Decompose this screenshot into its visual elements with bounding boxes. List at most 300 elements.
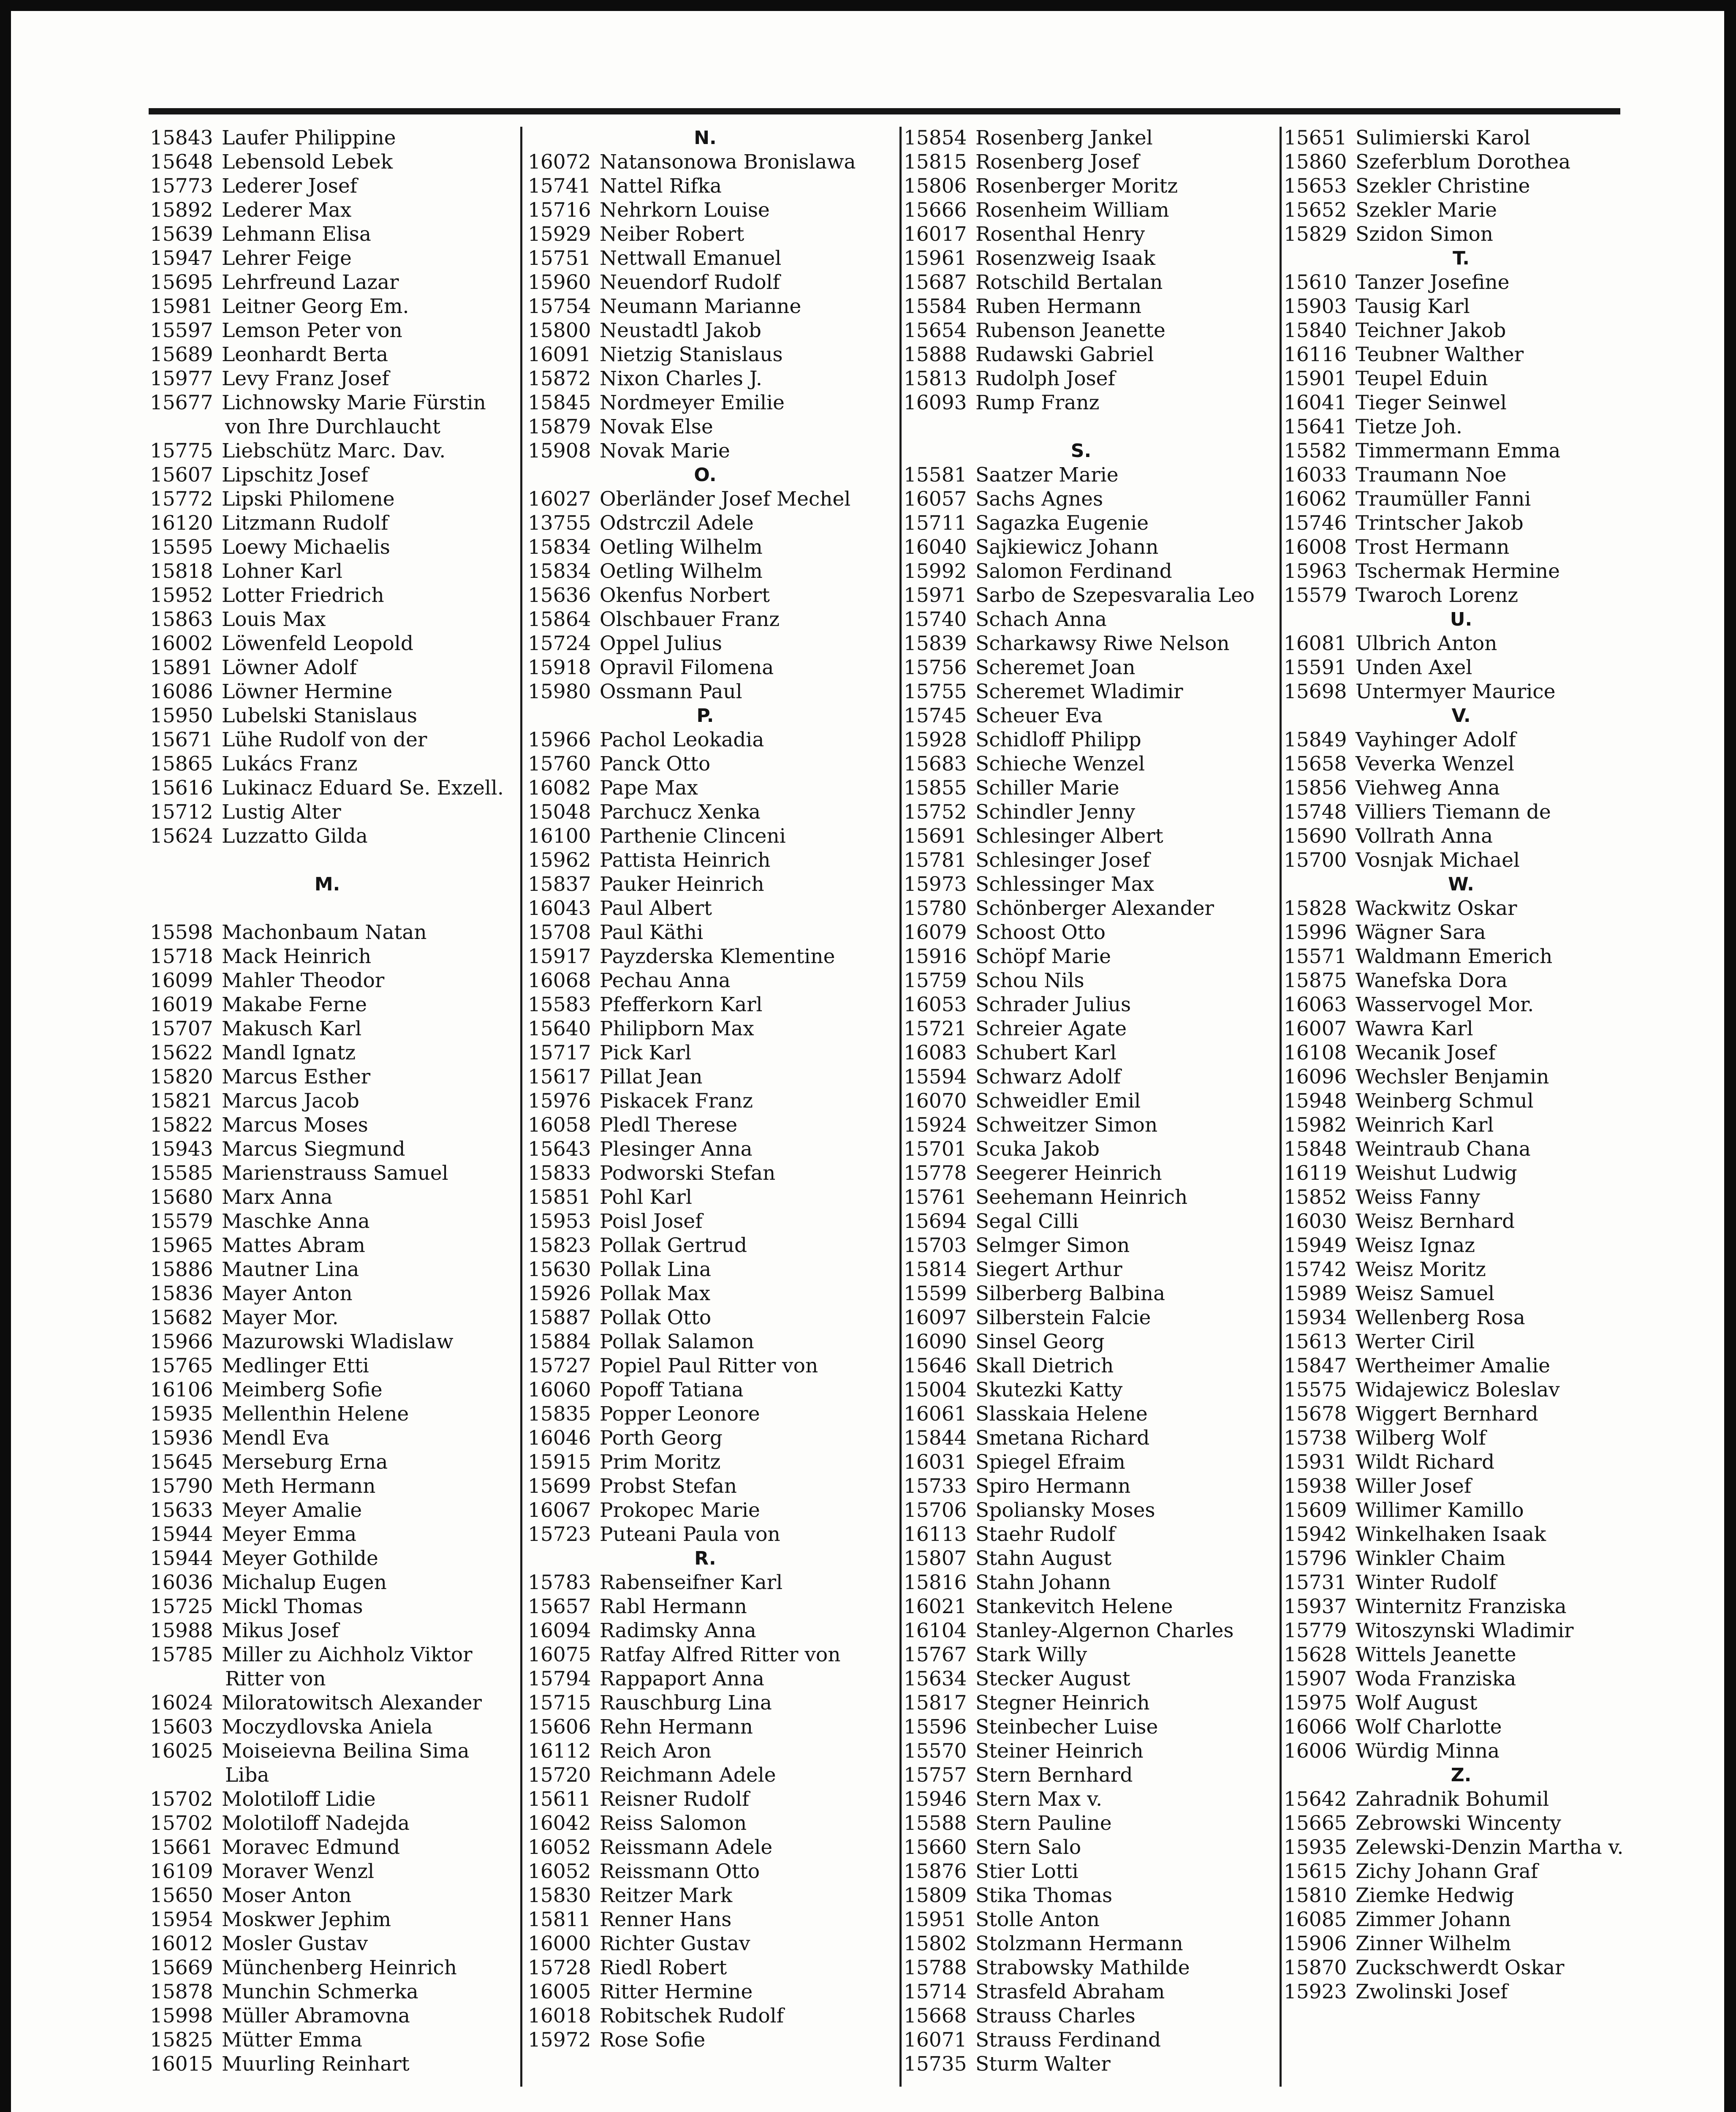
entry-name: Leonhardt Berta	[222, 343, 388, 366]
entry-name: Timmermann Emma	[1356, 439, 1561, 463]
entry-name: Robitschek Rudolf	[600, 2004, 784, 2028]
entry-number: 15878	[150, 1980, 213, 2003]
list-item	[528, 1739, 712, 1763]
entry-number: 15802	[904, 1932, 967, 1955]
entry-name: Nattel Rifka	[600, 174, 722, 198]
list-item	[1284, 800, 1551, 824]
entry-number: 15773	[150, 174, 213, 198]
list-item	[528, 1306, 711, 1330]
entry-name: Winter Rudolf	[1356, 1571, 1497, 1594]
entry-name: Teubner Walther	[1356, 343, 1524, 366]
entry-number: 15711	[904, 512, 967, 535]
entry-name: Vayhinger Adolf	[1356, 728, 1516, 751]
list-item	[904, 487, 1103, 511]
list-item	[150, 270, 399, 294]
list-item	[528, 752, 710, 776]
entry-number: 15829	[1284, 223, 1347, 246]
entry-name: Pollak Max	[600, 1282, 711, 1305]
entry-number: 15617	[528, 1065, 591, 1089]
list-item	[528, 1185, 692, 1209]
entry-number: 15952	[150, 584, 213, 607]
entry-name: Muurling Reinhart	[222, 2052, 410, 2076]
entry-number: 16007	[1284, 1017, 1347, 1040]
entry-name: Lühe Rudolf von der	[222, 728, 427, 751]
entry-name: Stark Willy	[975, 1643, 1087, 1666]
entry-name: Zahradnik Bohumil	[1356, 1788, 1549, 1811]
list-item	[150, 1956, 457, 1980]
entry-number: 15640	[528, 1017, 591, 1040]
scan-border-top	[0, 0, 1736, 11]
list-item	[150, 1546, 378, 1570]
list-item	[528, 2028, 705, 2052]
list-item	[1284, 1643, 1516, 1667]
entry-name: Wolf Charlotte	[1356, 1715, 1502, 1739]
entry-name: Schlessinger Max	[975, 873, 1155, 896]
entry-number: 16096	[1284, 1065, 1347, 1089]
list-item	[150, 343, 388, 367]
entry-name: Skutezki Katty	[975, 1378, 1123, 1402]
list-item	[150, 535, 390, 559]
entry-name: Pachol Leokadia	[600, 728, 764, 751]
entry-number: 15998	[150, 2004, 213, 2028]
entry-number: 16106	[150, 1378, 213, 1402]
entry-number: 15840	[1284, 319, 1347, 342]
entry-number: 15814	[904, 1258, 967, 1281]
entry-number: 16099	[150, 969, 213, 992]
entry-number: 15721	[904, 1017, 967, 1040]
entry-name: Pillat Jean	[600, 1065, 703, 1089]
list-item	[904, 1257, 1122, 1282]
entry-name: Maschke Anna	[222, 1210, 370, 1233]
entry-number: 15903	[1284, 295, 1347, 318]
entry-number: 15759	[904, 969, 967, 992]
list-item	[1284, 1932, 1511, 1956]
entry-name: Rehn Hermann	[600, 1715, 753, 1739]
entry-number: 15972	[528, 2028, 591, 2052]
entry-number: 15751	[528, 247, 591, 270]
list-item	[904, 2028, 1161, 2052]
entry-name: Rosenberger Moritz	[975, 174, 1178, 198]
list-item	[150, 246, 352, 270]
entry-name: Sinsel Georg	[975, 1330, 1105, 1353]
entry-name: Wittels Jeanette	[1356, 1643, 1516, 1666]
entry-number: 15908	[528, 439, 591, 463]
entry-number: 15948	[1284, 1089, 1347, 1113]
entry-name: Werter Ciril	[1356, 1330, 1475, 1353]
entry-name: Mandl Ignatz	[222, 1041, 356, 1064]
entry-number: 15976	[528, 1089, 591, 1113]
list-item	[1284, 1065, 1549, 1089]
entry-name: Lubelski Stanislaus	[222, 704, 417, 727]
section-letter-heading: N.	[694, 127, 717, 149]
section-letter-heading: T.	[1452, 248, 1470, 269]
entry-name: Pollak Lina	[600, 1258, 712, 1281]
list-item	[150, 1330, 454, 1354]
entry-name: Stern Max v.	[975, 1788, 1103, 1811]
entry-name: Stier Lotti	[975, 1860, 1079, 1883]
entry-number: 15606	[528, 1715, 591, 1739]
list-item	[528, 1474, 737, 1498]
list-item	[904, 1932, 1183, 1956]
entry-name: Popper Leonore	[600, 1402, 760, 1426]
entry-name: Sachs Agnes	[975, 487, 1103, 511]
column-divider	[899, 127, 902, 2087]
list-item	[528, 150, 856, 174]
list-item	[904, 1859, 1079, 1883]
entry-number: 15988	[150, 1619, 213, 1642]
list-item	[150, 1450, 388, 1474]
list-item	[150, 1137, 405, 1161]
entry-name: Rosenheim William	[975, 199, 1169, 222]
entry-name: Merseburg Erna	[222, 1451, 388, 1474]
entry-name: Mosler Gustav	[222, 1932, 368, 1955]
entry-number: 15658	[1284, 752, 1347, 776]
entry-number: 15718	[150, 945, 213, 968]
entry-number: 15004	[904, 1378, 967, 1402]
list-item	[528, 1257, 711, 1282]
entry-number: 15570	[904, 1739, 967, 1763]
list-item	[150, 1691, 482, 1715]
list-item	[150, 2052, 410, 2076]
list-item	[1284, 1402, 1538, 1426]
section-letter-heading: Z.	[1451, 1764, 1472, 1786]
entry-name: Michalup Eugen	[222, 1571, 387, 1594]
entry-number: 15760	[528, 752, 591, 776]
list-item	[1284, 511, 1524, 535]
entry-number: 15828	[1284, 897, 1347, 920]
entry-number: 16052	[528, 1860, 591, 1883]
list-item	[528, 872, 764, 896]
entry-number: 15796	[1284, 1547, 1347, 1570]
entry-name: Plesinger Anna	[600, 1138, 753, 1161]
list-item	[904, 126, 1153, 150]
entry-name: Widajewicz Boleslav	[1356, 1378, 1560, 1402]
list-item	[528, 1643, 841, 1667]
list-item	[904, 1233, 1130, 1257]
list-item	[528, 896, 712, 920]
entry-number: 15975	[1284, 1691, 1347, 1715]
entry-number: 15728	[528, 1956, 591, 1979]
entry-name: Scheremet Wladimir	[975, 680, 1183, 703]
entry-name: Probst Stefan	[600, 1475, 737, 1498]
entry-number: 16082	[528, 776, 591, 800]
entry-number: 15695	[150, 271, 213, 294]
entry-name: Rabl Hermann	[600, 1595, 747, 1618]
entry-number: 16060	[528, 1378, 591, 1402]
entry-name: Pollak Gertrud	[600, 1234, 747, 1257]
entry-number: 16085	[1284, 1908, 1347, 1931]
list-item	[150, 944, 371, 969]
list-item	[150, 680, 392, 704]
list-item	[904, 1161, 1162, 1185]
entry-name: Silberstein Falcie	[975, 1306, 1151, 1329]
entry-number: 15725	[150, 1595, 213, 1618]
list-item	[1284, 1161, 1517, 1185]
list-item	[904, 776, 1119, 800]
entry-name: Porth Georg	[600, 1426, 723, 1450]
entry-number: 15698	[1284, 680, 1347, 703]
entry-number: 15633	[150, 1499, 213, 1522]
list-item	[904, 1450, 1125, 1474]
list-item	[904, 1739, 1144, 1763]
list-item	[528, 2004, 784, 2028]
entry-name: Schoost Otto	[975, 921, 1106, 944]
entry-name: Pick Karl	[600, 1041, 692, 1064]
list-item	[528, 1570, 782, 1595]
list-item	[150, 1883, 351, 1908]
list-item	[1284, 535, 1509, 559]
entry-name: Zebrowski Wincenty	[1356, 1812, 1561, 1835]
entry-name: Stahn Johann	[975, 1571, 1111, 1594]
entry-number: 15923	[1284, 1980, 1347, 2003]
name-list-column-1	[150, 126, 522, 2094]
entry-name: Müller Abramovna	[222, 2004, 410, 2028]
entry-name: Meyer Gothilde	[222, 1547, 378, 1570]
list-item	[150, 1113, 368, 1137]
entry-name: Tieger Seinwel	[1356, 391, 1507, 414]
entry-number: 15661	[150, 1836, 213, 1859]
list-item	[904, 944, 1111, 969]
entry-name: Lohner Karl	[222, 560, 342, 583]
entry-number: 15702	[150, 1812, 213, 1835]
list-item	[528, 1835, 772, 1859]
entry-name: Strauss Charles	[975, 2004, 1136, 2028]
entry-name: Stankevitch Helene	[975, 1595, 1173, 1618]
entry-continuation: Liba	[225, 1764, 269, 1787]
entry-number: 15971	[904, 584, 967, 607]
entry-name: Strauss Ferdinand	[975, 2028, 1161, 2052]
entry-name: Nehrkorn Louise	[600, 199, 770, 222]
list-item	[150, 1065, 370, 1089]
entry-number: 15833	[528, 1162, 591, 1185]
entry-name: Schreier Agate	[975, 1017, 1127, 1040]
entry-number: 15953	[528, 1210, 591, 1233]
entry-name: Pape Max	[600, 776, 698, 800]
entry-number: 15788	[904, 1956, 967, 1979]
entry-name: Siegert Arthur	[975, 1258, 1122, 1281]
entry-name: Weinrich Karl	[1356, 1113, 1494, 1137]
entry-number: 15876	[904, 1860, 967, 1883]
entry-number: 16120	[150, 512, 213, 535]
entry-name: Paul Käthi	[600, 921, 704, 944]
list-item	[1284, 1233, 1475, 1257]
entry-number: 15598	[150, 921, 213, 944]
entry-number: 16057	[904, 487, 967, 511]
entry-number: 15817	[904, 1691, 967, 1715]
entry-number: 16066	[1284, 1715, 1347, 1739]
list-item	[904, 535, 1158, 559]
list-item	[904, 680, 1183, 704]
entry-number: 15961	[904, 247, 967, 270]
entry-number: 15965	[150, 1234, 213, 1257]
entry-name: Zelewski-Denzin Martha v.	[1356, 1836, 1624, 1859]
list-item	[528, 1402, 760, 1426]
list-item	[904, 1667, 1130, 1691]
list-item	[1284, 1450, 1494, 1474]
list-item	[150, 198, 351, 222]
list-item	[904, 1715, 1158, 1739]
entry-name: Trintscher Jakob	[1356, 512, 1524, 535]
list-item	[528, 1354, 818, 1378]
entry-number: 15834	[528, 536, 591, 559]
entry-number: 15701	[904, 1138, 967, 1161]
list-item	[528, 1161, 775, 1185]
entry-name: Twaroch Lorenz	[1356, 584, 1519, 607]
entry-number: 15935	[150, 1402, 213, 1426]
list-item	[150, 1619, 339, 1643]
list-item	[150, 1932, 368, 1956]
list-item	[150, 1474, 375, 1498]
list-item	[904, 1619, 1233, 1643]
entry-number: 15680	[150, 1186, 213, 1209]
entry-name: Wilberg Wolf	[1356, 1426, 1486, 1450]
entry-number: 15854	[904, 126, 967, 150]
entry-number: 15891	[150, 656, 213, 679]
list-item	[150, 1570, 387, 1595]
entry-name: Oetling Wilhelm	[600, 536, 763, 559]
entry-name: Natansonowa Bronislawa	[600, 150, 856, 174]
list-item	[904, 1209, 1079, 1233]
entry-number: 15860	[1284, 150, 1347, 174]
entry-name: Wägner Sara	[1356, 921, 1486, 944]
list-item	[904, 463, 1119, 487]
list-item	[904, 583, 1255, 607]
entry-number: 15669	[150, 1956, 213, 1979]
entry-number: 15830	[528, 1884, 591, 1907]
entry-number: 15918	[528, 656, 591, 679]
list-item	[1284, 1282, 1494, 1306]
entry-number: 15738	[1284, 1426, 1347, 1450]
list-item	[1284, 824, 1493, 848]
list-item	[528, 318, 761, 343]
entry-name: Löwner Hermine	[222, 680, 393, 703]
entry-name: Segal Cilli	[975, 1210, 1079, 1233]
entry-name: Rudolph Josef	[975, 367, 1115, 390]
entry-number: 15651	[1284, 126, 1347, 150]
entry-number: 15615	[1284, 1860, 1347, 1883]
entry-name: Makusch Karl	[222, 1017, 362, 1040]
list-item	[904, 1330, 1105, 1354]
entry-name: Luzzatto Gilda	[222, 825, 368, 848]
list-item	[150, 1306, 339, 1330]
section-letter-heading: R.	[694, 1548, 716, 1569]
list-item	[1284, 1378, 1560, 1402]
entry-number: 15845	[528, 391, 591, 414]
entry-number: 16008	[1284, 536, 1347, 559]
entry-name: Sturm Walter	[975, 2052, 1111, 2076]
list-item	[904, 1017, 1127, 1041]
list-item	[528, 1763, 776, 1787]
list-item	[150, 150, 393, 174]
entry-number: 15671	[150, 728, 213, 751]
entry-number: 16006	[1284, 1739, 1347, 1763]
entry-number: 16116	[1284, 343, 1347, 366]
entry-name: Lemson Peter von	[222, 319, 402, 342]
entry-number: 15856	[1284, 776, 1347, 800]
entry-name: Novak Else	[600, 415, 713, 438]
list-item	[150, 1282, 353, 1306]
list-item	[1284, 174, 1530, 198]
entry-number: 15931	[1284, 1451, 1347, 1474]
list-item	[150, 752, 358, 776]
entry-number: 15703	[904, 1234, 967, 1257]
entry-name: Trost Hermann	[1356, 536, 1510, 559]
entry-number: 15724	[528, 632, 591, 655]
entry-number: 16021	[904, 1595, 967, 1618]
list-item	[1284, 294, 1470, 318]
list-item	[528, 270, 780, 294]
entry-name: Vollrath Anna	[1356, 825, 1493, 848]
entry-name: Szidon Simon	[1356, 223, 1493, 246]
entry-number: 15731	[1284, 1571, 1347, 1594]
list-item	[150, 1378, 383, 1402]
entry-name: Schindler Jenny	[975, 800, 1136, 824]
entry-number: 16071	[904, 2028, 967, 2052]
entry-name: Nixon Charles J.	[600, 367, 762, 390]
entry-number: 16043	[528, 897, 591, 920]
list-item	[150, 1787, 376, 1811]
entry-name: Schweidler Emil	[975, 1089, 1141, 1113]
entry-number: 15048	[528, 800, 591, 824]
list-item	[528, 487, 850, 511]
entry-name: Wildt Richard	[1356, 1451, 1495, 1474]
list-item	[904, 1956, 1190, 1980]
entry-name: Vosnjak Michael	[1356, 849, 1520, 872]
entry-number: 16091	[528, 343, 591, 366]
entry-number: 15715	[528, 1691, 591, 1715]
list-item	[528, 1883, 732, 1908]
entry-number: 15741	[528, 174, 591, 198]
entry-number: 15706	[904, 1499, 967, 1522]
entry-name: Lukács Franz	[222, 752, 358, 776]
entry-name: Rudawski Gabriel	[975, 343, 1154, 366]
entry-number: 15915	[528, 1451, 591, 1474]
entry-number: 15691	[904, 825, 967, 848]
entry-number: 15936	[150, 1426, 213, 1450]
entry-name: Neustadtl Jakob	[600, 319, 761, 342]
entry-name: Stegner Heinrich	[975, 1691, 1150, 1715]
entry-name: Molotiloff Nadejda	[222, 1812, 410, 1835]
entry-name: Lukinacz Eduard Se. Exzell.	[222, 776, 504, 800]
entry-number: 15887	[528, 1306, 591, 1329]
entry-name: Okenfus Norbert	[600, 584, 770, 607]
entry-number: 16000	[528, 1932, 591, 1955]
entry-number: 15581	[904, 463, 967, 487]
entry-number: 15687	[904, 271, 967, 294]
list-item	[904, 318, 1165, 343]
entry-number: 15780	[904, 897, 967, 920]
entry-name: Mayer Mor.	[222, 1306, 339, 1329]
entry-number: 15646	[904, 1354, 967, 1377]
section-letter-heading: O.	[694, 464, 717, 486]
entry-number: 15740	[904, 608, 967, 631]
entry-name: Schidloff Philipp	[975, 728, 1141, 751]
entry-number: 15756	[904, 656, 967, 679]
entry-number: 15748	[1284, 800, 1347, 824]
entry-name: Pfefferkorn Karl	[600, 993, 763, 1016]
entry-number: 16052	[528, 1836, 591, 1859]
entry-name: Meimberg Sofie	[222, 1378, 383, 1402]
entry-name: Rotschild Bertalan	[975, 271, 1163, 294]
entry-number: 15611	[528, 1788, 591, 1811]
entry-name: Sarbo de Szepesvaralia Leo	[975, 584, 1255, 607]
list-item	[904, 1354, 1114, 1378]
list-item	[150, 391, 486, 415]
entry-number: 15928	[904, 728, 967, 751]
entry-number: 15966	[150, 1330, 213, 1353]
entry-name: Ritter Hermine	[600, 1980, 753, 2003]
list-item	[1284, 1209, 1515, 1233]
